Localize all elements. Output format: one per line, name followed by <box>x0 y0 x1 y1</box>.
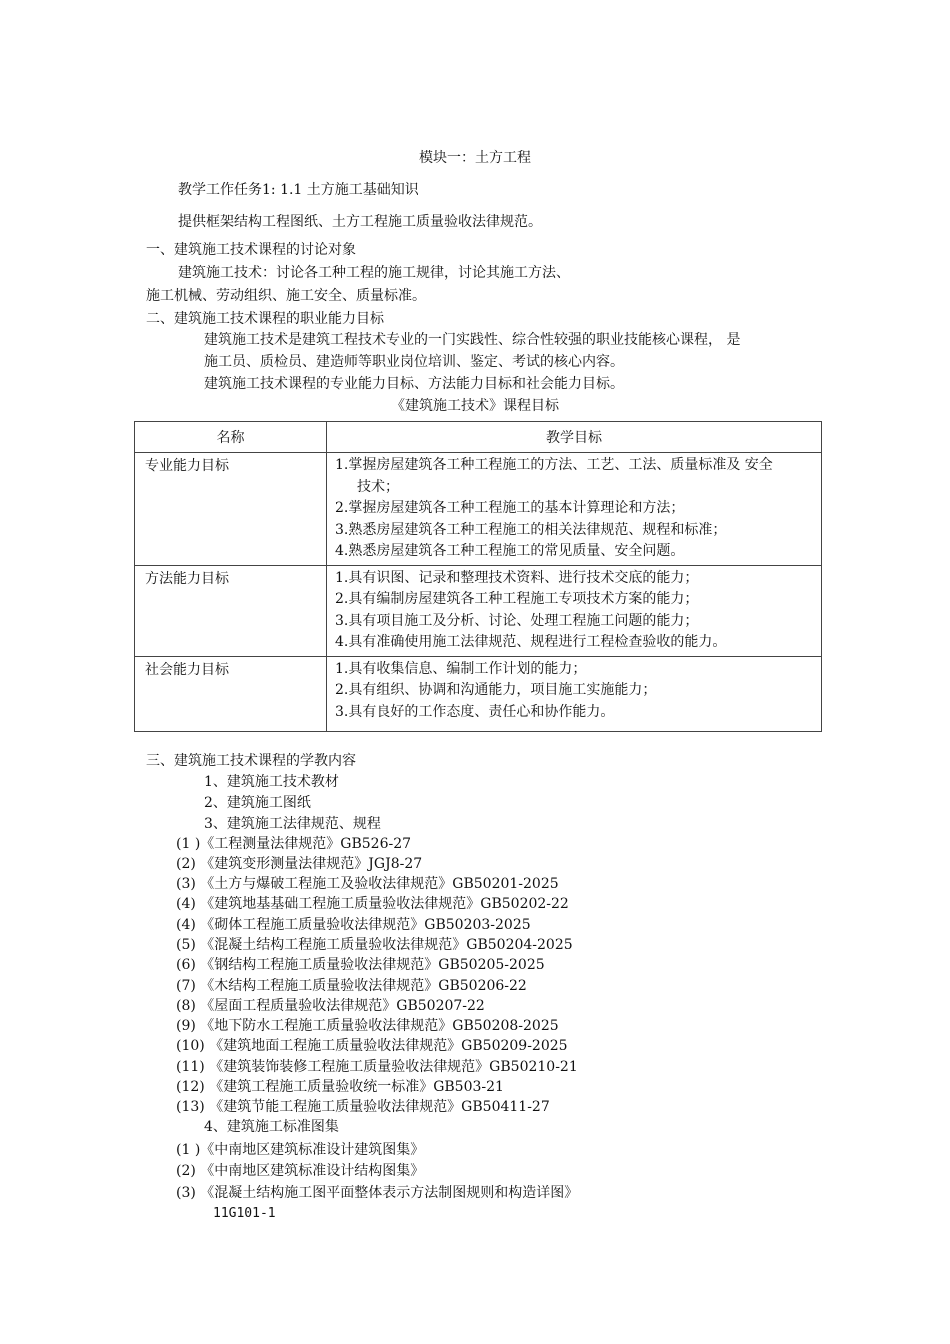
section1-heading: 一、建筑施工技术课程的讨论对象 <box>146 242 356 258</box>
norm-item: (10) 《建筑地面工程施工质量验收法律规范》GB50209-2025 <box>176 1038 568 1054</box>
norm-item: (8) 《屋面工程质量验收法律规范》GB50207-22 <box>176 998 485 1014</box>
table-header-row <box>135 422 822 453</box>
section2-heading: 二、建筑施工技术课程的职业能力目标 <box>146 311 384 327</box>
section3-sub1: 1、建筑施工技术教材 <box>204 774 339 790</box>
atlas-item: (2) 《中南地区建筑标准设计结构图集》 <box>176 1163 425 1179</box>
table-caption: 《建筑施工技术》课程目标 <box>391 398 559 414</box>
objective-item: 1.掌握房屋建筑各工种工程施工的方法、工艺、工法、质量标准及 安全 <box>335 457 773 473</box>
module-title: 模块一：土方工程 <box>419 150 531 166</box>
row-objectives <box>327 565 822 656</box>
row-name: 专业能力目标 <box>135 453 327 566</box>
header-objective: 教学目标 <box>327 422 822 453</box>
norm-item: (1 )《工程测量法律规范》GB526-27 <box>176 836 412 852</box>
row-name: 社会能力目标 <box>135 656 327 732</box>
objective-item: 1.具有收集信息、编制工作计划的能力； <box>335 660 587 677</box>
row-name: 方法能力目标 <box>135 565 327 656</box>
objective-item: 1.具有识图、记录和整理技术资料、进行技术交底的能力； <box>335 569 699 586</box>
provide-line: 提供框架结构工程图纸、土方工程施工质量验收法律规范。 <box>178 214 542 230</box>
course-goals-table <box>134 421 822 732</box>
section2-para2: 建筑施工技术课程的专业能力目标、方法能力目标和社会能力目标。 <box>204 376 624 392</box>
norm-item: (9) 《地下防水工程施工质量验收法律规范》GB50208-2025 <box>176 1018 559 1034</box>
table-row <box>135 565 822 656</box>
objective-item: 2.具有编制房屋建筑各工种工程施工专项技术方案的能力； <box>335 591 699 607</box>
objective-item: 技术； <box>357 478 399 495</box>
section3-sub4: 4、建筑施工标准图集 <box>204 1119 339 1135</box>
atlas-item: (1 )《中南地区建筑标准设计建筑图集》 <box>176 1142 425 1158</box>
section1-line2: 施工机械、劳动组织、施工安全、质量标准。 <box>146 288 426 304</box>
norm-item: (4) 《建筑地基基础工程施工质量验收法律规范》GB50202-22 <box>176 896 569 912</box>
section2-para1-line1: 建筑施工技术是建筑工程技术专业的一门实践性、综合性较强的职业技能核心课程， 是 <box>204 332 741 348</box>
norm-item: (2) 《建筑变形测量法律规范》JGJ8-27 <box>176 856 423 872</box>
section3-sub2: 2、建筑施工图纸 <box>204 795 311 811</box>
section1-line1: 建筑施工技术：讨论各工种工程的施工规律，讨论其施工方法、 <box>178 265 570 281</box>
row-objectives <box>327 656 822 732</box>
table-row <box>135 656 822 732</box>
task-line: 教学工作任务1: 1.1 土方施工基础知识 <box>178 182 419 198</box>
section3-sub3: 3、建筑施工法律规范、规程 <box>204 816 381 832</box>
norm-item: (7) 《木结构工程施工质量验收法律规范》GB50206-22 <box>176 978 527 994</box>
objective-item: 3.具有项目施工及分析、讨论、处理工程施工问题的能力； <box>335 612 699 629</box>
section3-heading: 三、建筑施工技术课程的学教内容 <box>146 753 356 769</box>
norm-item: (3) 《土方与爆破工程施工及验收法律规范》GB50201-2025 <box>176 876 559 892</box>
atlas-item: (3) 《混凝土结构施工图平面整体表示方法制图规则和构造详图》 <box>176 1185 579 1201</box>
atlas-code: 11G101-1 <box>213 1206 276 1221</box>
table-row <box>135 453 822 566</box>
norm-item: (6) 《钢结构工程施工质量验收法律规范》GB50205-2025 <box>176 957 545 973</box>
objective-item: 3.熟悉房屋建筑各工种工程施工的相关法律规范、规程和标准； <box>335 521 727 538</box>
norm-item: (5) 《混凝土结构工程施工质量验收法律规范》GB50204-2025 <box>176 937 573 953</box>
objective-item: 2.掌握房屋建筑各工种工程施工的基本计算理论和方法； <box>335 500 685 516</box>
norm-item: (4) 《砌体工程施工质量验收法律规范》GB50203-2025 <box>176 917 531 933</box>
objective-item: 4.熟悉房屋建筑各工种工程施工的常见质量、安全问题。 <box>335 543 685 559</box>
section2-para1-line2: 施工员、质检员、建造师等职业岗位培训、鉴定、考试的核心内容。 <box>204 354 624 370</box>
objective-item: 3.具有良好的工作态度、责任心和协作能力。 <box>335 703 615 720</box>
objective-item: 2.具有组织、协调和沟通能力，项目施工实施能力； <box>335 682 657 698</box>
row-objectives <box>327 453 822 566</box>
norm-item: (13) 《建筑节能工程施工质量验收法律规范》GB50411-27 <box>176 1099 550 1115</box>
objective-item: 4.具有准确使用施工法律规范、规程进行工程检查验收的能力。 <box>335 634 727 650</box>
norm-item: (12) 《建筑工程施工质量验收统一标准》GB503-21 <box>176 1079 504 1095</box>
norm-item: (11) 《建筑装饰装修工程施工质量验收法律规范》GB50210-21 <box>176 1059 578 1075</box>
header-name: 名称 <box>135 422 327 453</box>
